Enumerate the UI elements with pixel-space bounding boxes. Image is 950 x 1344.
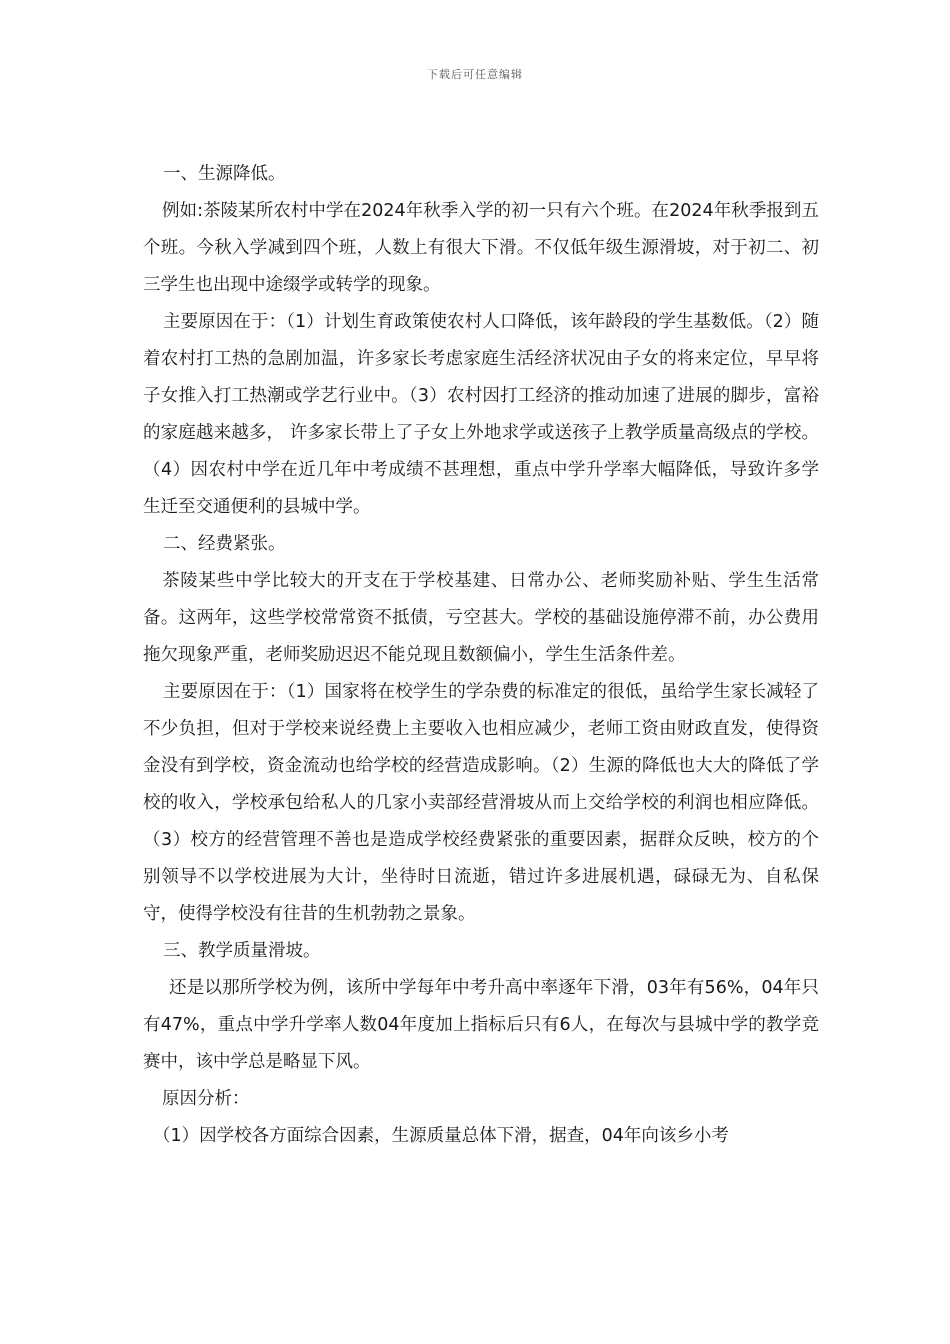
paragraph: 茶陵某些中学比较大的开支在于学校基建、日常办公、老师奖励补贴、学生生活常备。这两年，这些学校常常资不抵债，亏空甚大。学校的基础设施停滞不前，办公费用拖欠现象严重，老师奖励迟迟不能兑现且数额偏小，学生生活条件差。 (143, 571, 819, 665)
paragraph: 主要原因在于：（1）国家将在校学生的学杂费的标准定的很低，虽给学生家长减轻了不少负担，但对于学校来说经费上主要收入也相应减少，老师工资由财政直发，使得资金没有到学校，资金流动也给学校的经营造成影响。（2）生源的降低也大大的降低了学校的收入，学校承包给私人的几家小卖部经营滑坡从而上交给学校的利润也相应降低。（3）校方的经营管理不善也是造成学校经费紧张的重要因素，据群众反映，校方的个别领导不以学校进展为大计，坐待时日流逝，错过许多进展机遇，碌碌无为、自私保守，使得学校没有往昔的生机勃勃之景象。 (143, 682, 819, 924)
paragraph: 例如:茶陵某所农村中学在2024年秋季入学的初一只有六个班。在2024年秋季报到五个班。今秋入学减到四个班，人数上有很大下滑。不仅低年级生源滑坡，对于初二、初三学生也出现中途缀学或转学的现象。 (143, 201, 819, 295)
paragraph: 主要原因在于：（1）计划生育政策使农村人口降低，该年龄段的学生基数低。（2）随着农村打工热的急剧加温，许多家长考虑家庭生活经济状况由子女的将来定位，早早将子女推入打工热潮或学艺行业中。（3）农村因打工经济的推动加速了进展的脚步，富裕的家庭越来越多， 许多家长带上了子女上外地求学或送孩子上教学质量高级点的学校。（4）因农村中学在近几年中考成绩不甚理想，重点中学升学率大幅降低，导致许多学生迁至交通便利的县城中学。 (143, 312, 819, 517)
paragraph: 原因分析： (162, 1089, 250, 1109)
section-heading-2: 二、经费紧张。 (163, 534, 286, 554)
paragraph: （1）因学校各方面综合因素，生源质量总体下滑，据查，04年向该乡小考 (153, 1126, 729, 1146)
section-heading-1: 一、生源降低。 (163, 164, 286, 184)
page-header: 下载后可任意编辑 (427, 68, 523, 81)
section-heading-3: 三、教学质量滑坡。 (163, 941, 321, 961)
document-body (143, 156, 819, 1155)
paragraph: 还是以那所学校为例，该所中学每年中考升高中率逐年下滑，03年有56%，04年只有47%，重点中学升学率人数04年度加上指标后只有6人，在每次与县城中学的教学竞赛中，该中学总是略显下风。 (143, 978, 819, 1072)
